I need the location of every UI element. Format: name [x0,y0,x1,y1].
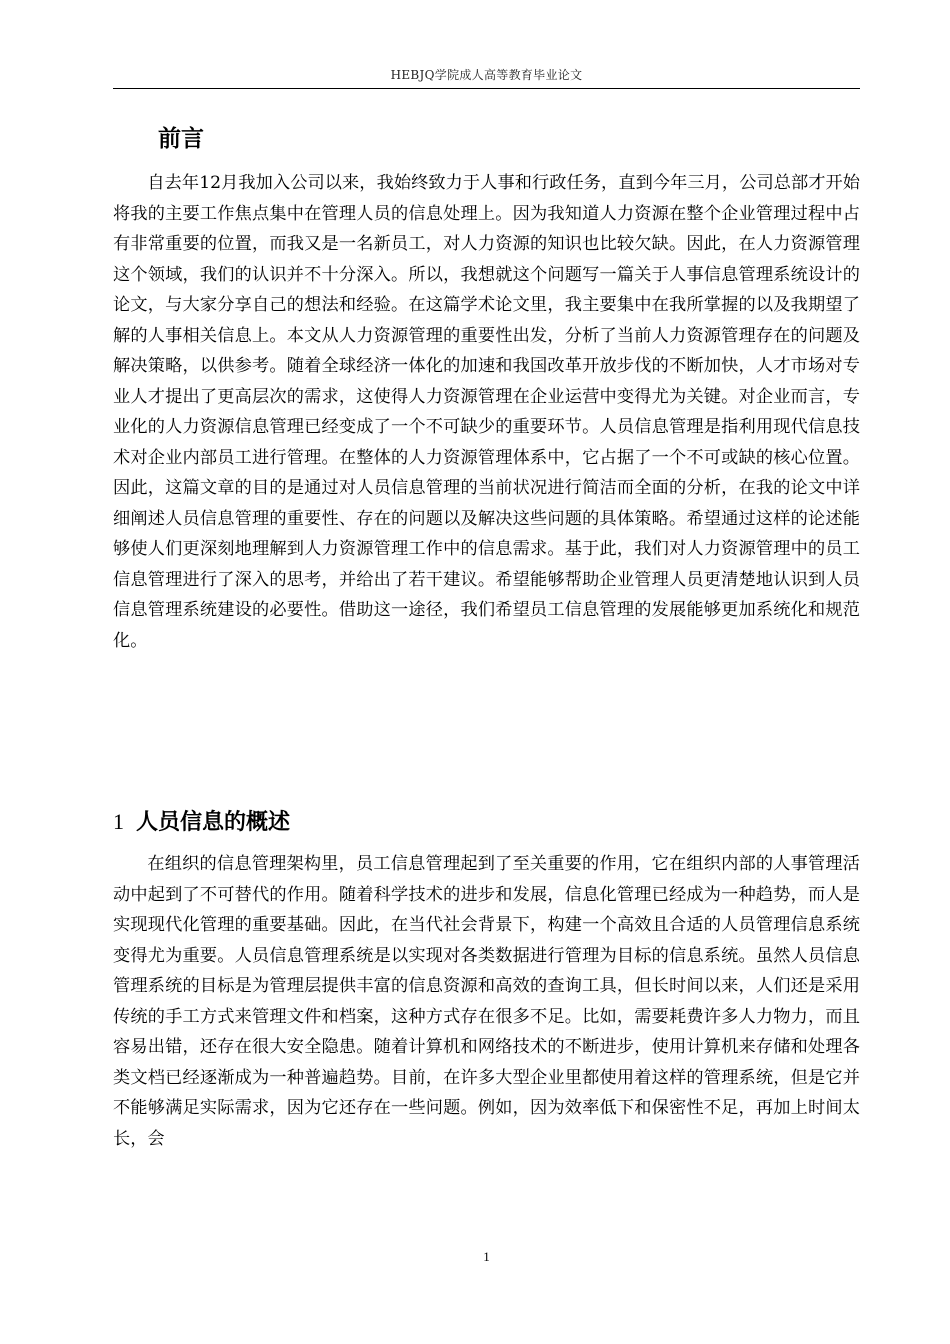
section-1-heading [113,805,290,840]
preface-paragraph: 自去年12月我加入公司以来，我始终致力于人事和行政任务，直到今年三月，公司总部才开始将我的主要工作焦点集中在管理人员的信息处理上。因为我知道人力资源在整个企业管理过程中占有非常重要的位置，而我又是一名新员工，对人力资源的知识也比较欠缺。因此，在人力资源管理这个领域，我们的认识并不十分深入。所以，我想就这个问题写一篇关于人事信息管理系统设计的论文，与大家分享自己的想法和经验。在这篇学术论文里，我主要集中在我所掌握的以及我期望了解的人事相关信息上。本文从人力资源管理的重要性出发，分析了当前人力资源管理存在的问题及解决策略，以供参考。随着全球经济一体化的加速和我国改革开放步伐的不断加快，人才市场对专业人才提出了更高层次的需求，这使得人力资源管理在企业运营中变得尤为关键。对企业而言，专业化的人力资源信息管理已经变成了一个不可缺少的重要环节。人员信息管理是指利用现代信息技术对企业内部员工进行管理。在整体的人力资源管理体系中，它占据了一个不可或缺的核心位置。因此，这篇文章的目的是通过对人员信息管理的当前状况进行简洁而全面的分析，在我的论文中详细阐述人员信息管理的重要性、存在的问题以及解决这些问题的具体策略。希望通过这样的论述能够使人们更深刻地理解到人力资源管理工作中的信息需求。基于此，我们对人力资源管理中的员工信息管理进行了深入的思考，并给出了若干建议。希望能够帮助企业管理人员更清楚地认识到人员信息管理系统建设的必要性。借助这一途径，我们希望员工信息管理的发展能够更加系统化和规范化。 [113,173,860,651]
section-1-title: 人员信息的概述 [136,810,291,835]
header-divider [113,88,860,89]
section-1-number: 1 [113,809,124,834]
preface-title: 前言 [158,126,204,152]
section-1-paragraph: 在组织的信息管理架构里，员工信息管理起到了至关重要的作用，它在组织内部的人事管理活动中起到了不可替代的作用。随着科学技术的进步和发展，信息化管理已经成为一种趋势，而人是实现现代化管理的重要基础。因此，在当代社会背景下，构建一个高效且合适的人员管理信息系统变得尤为重要。人员信息管理系统是以实现对各类数据进行管理为目标的信息系统。虽然人员信息管理系统的目标是为管理层提供丰富的信息资源和高效的查询工具，但长时间以来，人们还是采用传统的手工方式来管理文件和档案，这种方式存在很多不足。比如，需要耗费许多人力物力，而且容易出错，还存在很大安全隐患。随着计算机和网络技术的不断进步，使用计算机来存储和处理各类文档已经逐渐成为一种普遍趋势。目前，在许多大型企业里都使用着这样的管理系统，但是它并不能够满足实际需求，因为它还存在一些问题。例如，因为效率低下和保密性不足，再加上时间太长，会 [113,854,860,1149]
page-header: HEBJQ学院成人高等教育毕业论文 [390,68,583,82]
page-number: 1 [483,1249,490,1264]
